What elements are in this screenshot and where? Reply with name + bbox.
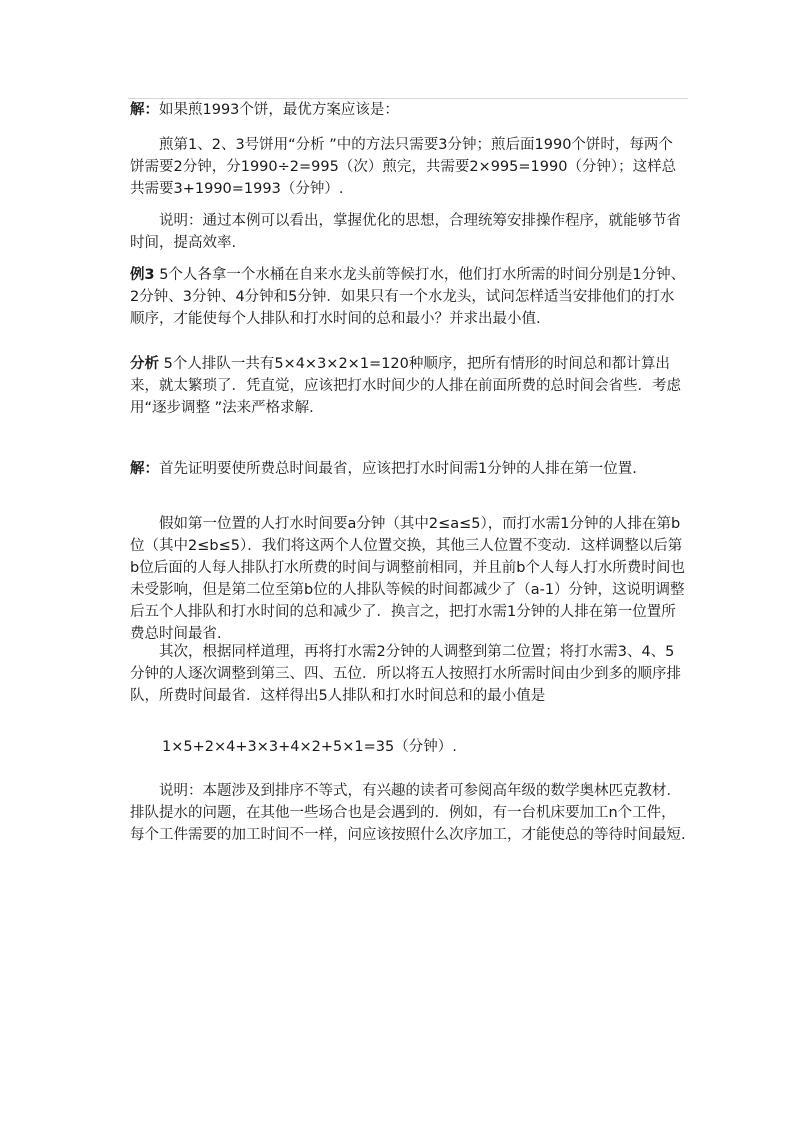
solution-label-2: 解： xyxy=(130,461,159,477)
example-3 xyxy=(130,264,686,330)
solution-intro-text: 如果煎1993个饼，最优方案应该是： xyxy=(159,102,399,118)
solution-label: 解： xyxy=(130,102,159,118)
paragraph-note-2: 说明：本题涉及到排序不等式，有兴趣的读者可参阅高年级的数学奥林匹克教材．排队提水的问题，在其他一些场合也是会遇到的．例如，有一台机床要加工n个工件，每个工件需要的加工时间不一样，问应该按照什么次序加工，才能使总的等待时间最短. xyxy=(130,783,686,843)
formula-line: 1×5+2×4+3×3+4×2+5×1=35（分钟）. xyxy=(162,739,457,755)
solution-intro xyxy=(130,99,686,121)
example-label: 例3 xyxy=(130,267,155,283)
example-text: 5个人各拿一个水桶在自来水龙头前等候打水，他们打水所需的时间分别是1分钟、2分钟、3分钟、4分钟和5分钟．如果只有一个水龙头，试问怎样适当安排他们的打水顺序，才能使每个人排队和打水时间的总和最小？并求出最小值. xyxy=(130,267,686,327)
paragraph-note-1: 说明：通过本例可以看出，掌握优化的思想，合理统筹安排操作程序，就能够节省时间，提高效率. xyxy=(130,213,681,251)
analysis-paragraph xyxy=(130,353,686,419)
paragraph-pancake-plan: 煎第1、2、3号饼用“分析 ”中的方法只需要3分钟；煎后面1990个饼时，每两个饼需要2分钟，分1990÷2=995（次）煎完，共需要2×995=1990（分钟）；这样总共需要3+1990=1993（分钟）. xyxy=(130,137,677,197)
analysis-label: 分析 xyxy=(130,356,159,372)
paragraph-swap-argument: 假如第一位置的人打水时间要a分钟（其中2≤a≤5），而打水需1分钟的人排在第b位（其中2≤b≤5）．我们将这两个人位置交换，其他三人位置不变动．这样调整以后第b位后面的人每人排队打水所费的时间与调整前相同，并且前b个人每人打水所费时间也未受影响，但是第二位至第b位的人排队等候的时间都减少了（a-1）分钟，这说明调整后五个人排队和打水时间的总和减少了．换言之，把打水需1分钟的人排在第一位置所费总时间最省. xyxy=(130,516,685,642)
solution-text: 首先证明要使所费总时间最省，应该把打水时间需1分钟的人排在第一位置. xyxy=(159,461,637,477)
paragraph-ordering: 其次，根据同样道理，再将打水需2分钟的人调整到第二位置；将打水需3、4、5分钟的人逐次调整到第三、四、五位．所以将五人按照打水所需时间由少到多的顺序排队，所费时间最省．这样得出5人排队和打水时间总和的最小值是 xyxy=(130,644,681,704)
analysis-text: 5个人排队一共有5×4×3×2×1=120种顺序，把所有情形的时间总和都计算出来，就太繁琐了．凭直觉，应该把打水时间少的人排在前面所费的总时间会省些．考虑用“逐步调整 ”法来严格求解. xyxy=(130,356,681,416)
solution-paragraph xyxy=(130,458,686,480)
